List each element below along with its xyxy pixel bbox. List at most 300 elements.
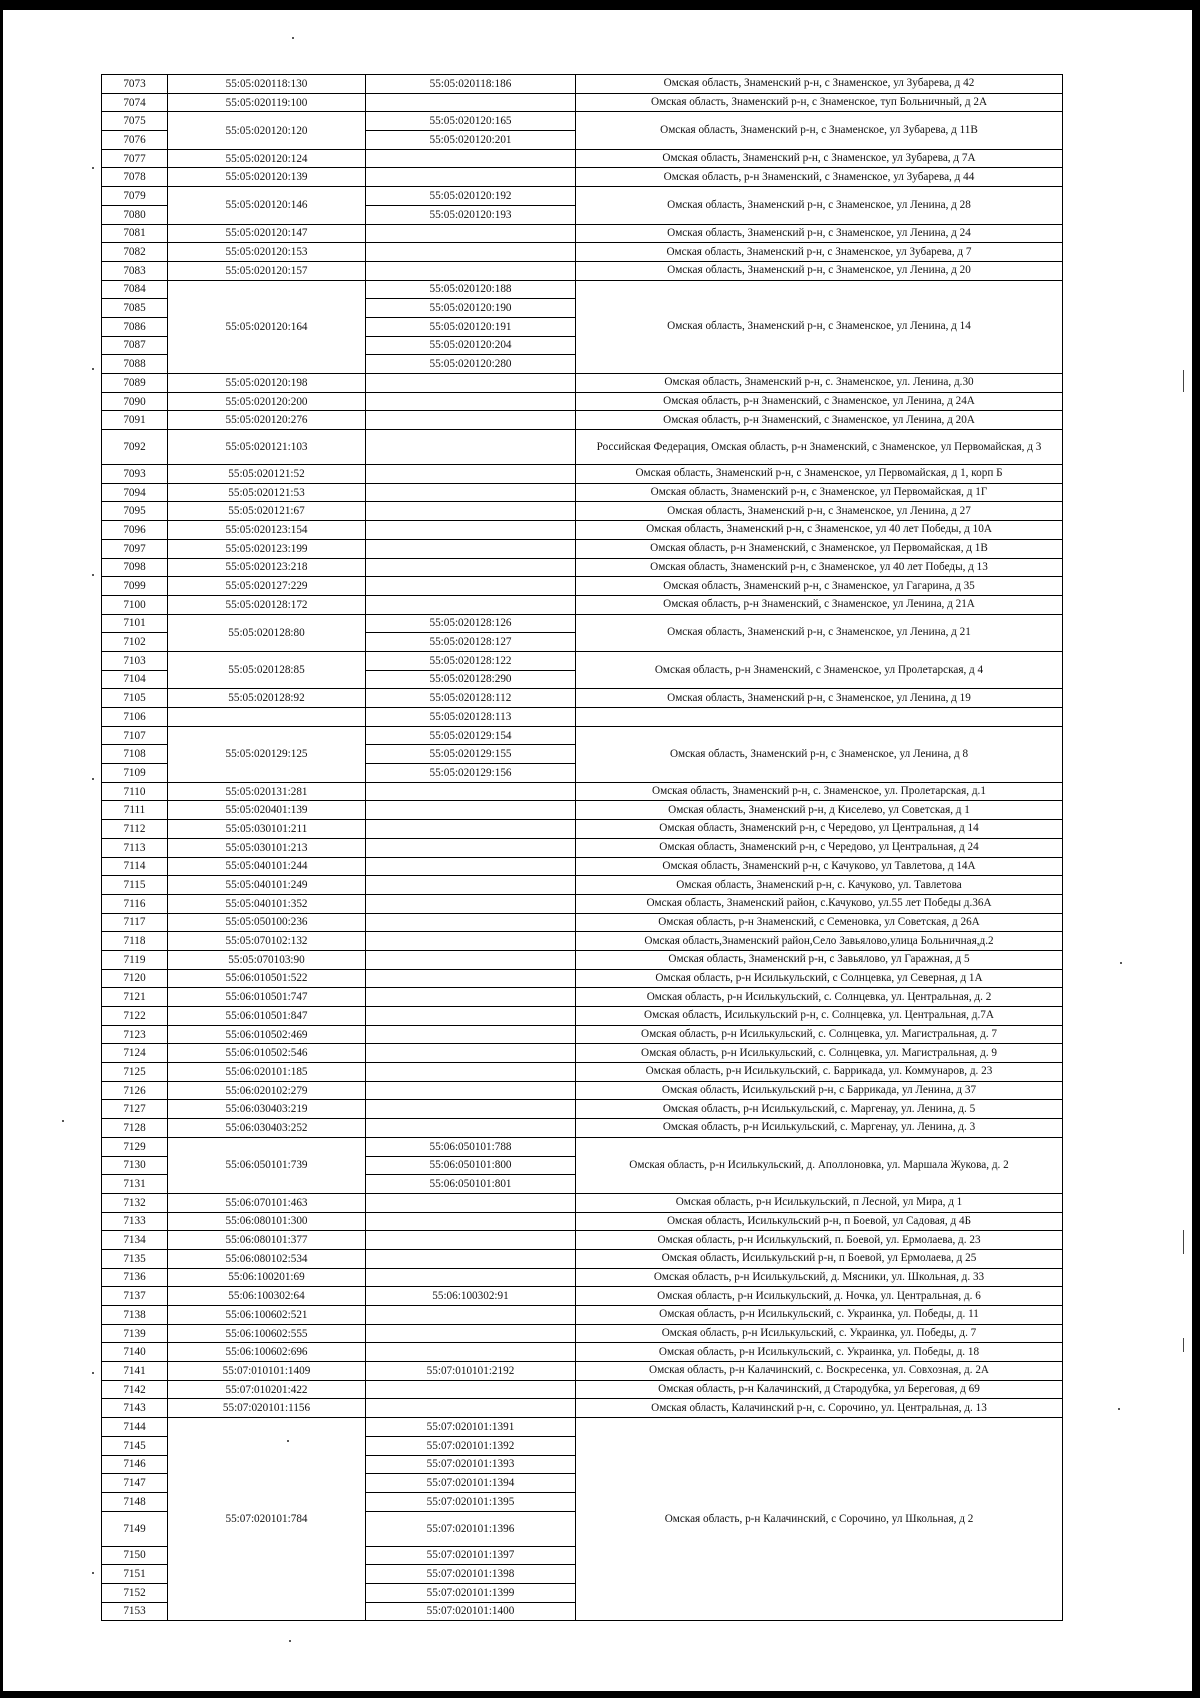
row-number-cell: 7132 [102, 1193, 168, 1212]
linked-object-cell: 55:05:020128:113 [366, 708, 576, 727]
address-cell: Омская область, р-н Исилькульский, с Солнцевка, ул Северная, д 1А [576, 969, 1063, 988]
table-row [102, 224, 1063, 243]
linked-object-cell [366, 1100, 576, 1119]
linked-object-cell: 55:05:020120:192 [366, 187, 576, 206]
cadastral-number-cell: 55:05:020120:157 [168, 261, 366, 280]
linked-object-cell: 55:05:020129:155 [366, 745, 576, 764]
row-number-cell: 7130 [102, 1156, 168, 1175]
linked-object-cell: 55:07:020101:1398 [366, 1565, 576, 1584]
row-number-cell: 7124 [102, 1044, 168, 1063]
table-row [102, 614, 1063, 633]
address-cell: Омская область, Знаменский р-н, с Знаменское, ул Ленина, д 27 [576, 502, 1063, 521]
cadastral-number-cell: 55:05:020120:200 [168, 392, 366, 411]
cadastral-number-cell: 55:05:020128:92 [168, 689, 366, 708]
address-cell: Омская область, Знаменский р-н, с Завьялово, ул Гаражная, д 5 [576, 950, 1063, 969]
linked-object-cell [366, 1231, 576, 1250]
linked-object-cell: 55:05:020128:112 [366, 689, 576, 708]
row-number-cell: 7144 [102, 1418, 168, 1437]
linked-object-cell: 55:07:020101:1395 [366, 1492, 576, 1511]
table-row [102, 411, 1063, 430]
row-number-cell: 7131 [102, 1175, 168, 1194]
row-number-cell: 7135 [102, 1249, 168, 1268]
row-number-cell: 7082 [102, 243, 168, 262]
table-row [102, 112, 1063, 131]
table-row [102, 1268, 1063, 1287]
table-row [102, 502, 1063, 521]
linked-object-cell [366, 149, 576, 168]
cadastral-number-cell: 55:05:020121:103 [168, 430, 366, 465]
address-cell: Омская область, р-н Знаменский, с Знаменское, ул Ленина, д 20А [576, 411, 1063, 430]
scan-speck [1120, 962, 1122, 964]
address-cell: Омская область, Знаменский р-н, с Чередово, ул Центральная, д 14 [576, 820, 1063, 839]
linked-object-cell [366, 1081, 576, 1100]
row-number-cell: 7151 [102, 1565, 168, 1584]
linked-object-cell: 55:06:100302:91 [366, 1287, 576, 1306]
address-cell: Омская область, р-н Исилькульский, д. Ночка, ул. Центральная, д. 6 [576, 1287, 1063, 1306]
table-row [102, 820, 1063, 839]
cadastral-number-cell: 55:05:070103:90 [168, 950, 366, 969]
linked-object-cell: 55:07:020101:1391 [366, 1418, 576, 1437]
scan-speck [292, 37, 294, 39]
address-cell: Омская область, р-н Исилькульский, п Лесной, ул Мира, д 1 [576, 1193, 1063, 1212]
row-number-cell: 7075 [102, 112, 168, 131]
property-registry-table [101, 74, 1063, 1621]
row-number-cell: 7118 [102, 932, 168, 951]
linked-object-cell [366, 1268, 576, 1287]
address-cell: Омская область, р-н Исилькульский, с. Маргенау, ул. Ленина, д. 5 [576, 1100, 1063, 1119]
row-number-cell: 7091 [102, 411, 168, 430]
cadastral-number-cell: 55:05:020120:147 [168, 224, 366, 243]
cadastral-number-cell: 55:06:030403:219 [168, 1100, 366, 1119]
cadastral-number-cell: 55:05:020128:80 [168, 614, 366, 651]
linked-object-cell [366, 224, 576, 243]
cadastral-number-cell: 55:05:020121:67 [168, 502, 366, 521]
table-row [102, 651, 1063, 670]
linked-object-cell: 55:07:020101:1396 [366, 1511, 576, 1546]
row-number-cell: 7138 [102, 1306, 168, 1325]
table-row [102, 1063, 1063, 1082]
linked-object-cell [366, 483, 576, 502]
linked-object-cell [366, 430, 576, 465]
table-row [102, 75, 1063, 94]
address-cell: Омская область, р-н Знаменский, с Знаменское, ул Первомайская, д 1В [576, 539, 1063, 558]
address-cell: Омская область, р-н Исилькульский, с. Маргенау, ул. Ленина, д. 3 [576, 1119, 1063, 1138]
linked-object-cell: 55:05:020128:126 [366, 614, 576, 633]
linked-object-cell [366, 558, 576, 577]
row-number-cell: 7098 [102, 558, 168, 577]
linked-object-cell [366, 168, 576, 187]
address-cell: Омская область, Знаменский р-н, с Знаменское, ул Ленина, д 20 [576, 261, 1063, 280]
linked-object-cell [366, 93, 576, 112]
row-number-cell: 7113 [102, 838, 168, 857]
row-number-cell: 7149 [102, 1511, 168, 1546]
table-row [102, 1287, 1063, 1306]
table-row [102, 1212, 1063, 1231]
table-row [102, 708, 1063, 727]
row-number-cell: 7141 [102, 1362, 168, 1381]
cadastral-number-cell: 55:05:050100:236 [168, 913, 366, 932]
row-number-cell: 7139 [102, 1324, 168, 1343]
linked-object-cell: 55:05:020128:290 [366, 670, 576, 689]
table-row [102, 1231, 1063, 1250]
row-number-cell: 7153 [102, 1602, 168, 1621]
table-row [102, 726, 1063, 745]
address-cell: Омская область, р-н Калачинский, с Сорочино, ул Школьная, д 2 [576, 1418, 1063, 1621]
row-number-cell: 7120 [102, 969, 168, 988]
linked-object-cell [366, 1007, 576, 1026]
row-number-cell: 7134 [102, 1231, 168, 1250]
cadastral-number-cell: 55:05:040101:352 [168, 894, 366, 913]
row-number-cell: 7145 [102, 1436, 168, 1455]
linked-object-cell [366, 1212, 576, 1231]
cadastral-number-cell: 55:06:070101:463 [168, 1193, 366, 1212]
table-row [102, 988, 1063, 1007]
address-cell: Омская область, р-н Исилькульский, с. Солнцевка, ул. Магистральная, д. 9 [576, 1044, 1063, 1063]
table-row [102, 374, 1063, 393]
table-row [102, 689, 1063, 708]
row-number-cell: 7104 [102, 670, 168, 689]
row-number-cell: 7079 [102, 187, 168, 206]
cadastral-number-cell: 55:05:020120:164 [168, 280, 366, 373]
row-number-cell: 7128 [102, 1119, 168, 1138]
linked-object-cell: 55:05:020128:122 [366, 651, 576, 670]
address-cell: Омская область,Знаменский район,Село Завьялово,улица Больничная,д.2 [576, 932, 1063, 951]
cadastral-number-cell: 55:05:020127:229 [168, 577, 366, 596]
scan-mark [1183, 1230, 1184, 1254]
linked-object-cell: 55:07:020101:1394 [366, 1474, 576, 1493]
cadastral-number-cell: 55:05:020401:139 [168, 801, 366, 820]
linked-object-cell [366, 988, 576, 1007]
scan-speck [62, 1120, 64, 1122]
cadastral-number-cell: 55:05:020129:125 [168, 726, 366, 782]
linked-object-cell [366, 801, 576, 820]
row-number-cell: 7087 [102, 336, 168, 355]
cadastral-number-cell: 55:06:020102:279 [168, 1081, 366, 1100]
cadastral-number-cell: 55:05:040101:249 [168, 876, 366, 895]
address-cell [576, 708, 1063, 727]
table-row [102, 465, 1063, 484]
address-cell: Омская область, р-н Знаменский, с Знаменское, ул Зубарева, д 44 [576, 168, 1063, 187]
row-number-cell: 7133 [102, 1212, 168, 1231]
row-number-cell: 7084 [102, 280, 168, 299]
cadastral-number-cell: 55:05:020120:120 [168, 112, 366, 149]
row-number-cell: 7107 [102, 726, 168, 745]
row-number-cell: 7088 [102, 355, 168, 374]
scan-speck [92, 574, 94, 576]
table-row [102, 1193, 1063, 1212]
address-cell: Омская область, Исилькульский р-н, с Баррикада, ул Ленина, д 37 [576, 1081, 1063, 1100]
table-row [102, 483, 1063, 502]
cadastral-number-cell: 55:06:010501:522 [168, 969, 366, 988]
address-cell: Омская область, Знаменский р-н, с Знаменское, ул Зубарева, д 7 [576, 243, 1063, 262]
cadastral-number-cell: 55:07:020101:1156 [168, 1399, 366, 1418]
linked-object-cell: 55:05:020120:193 [366, 205, 576, 224]
scan-border-bottom [0, 1691, 1200, 1698]
row-number-cell: 7150 [102, 1546, 168, 1565]
table-row [102, 1100, 1063, 1119]
cadastral-number-cell: 55:05:070102:132 [168, 932, 366, 951]
row-number-cell: 7125 [102, 1063, 168, 1082]
cadastral-number-cell: 55:06:100302:64 [168, 1287, 366, 1306]
cadastral-number-cell: 55:06:030403:252 [168, 1119, 366, 1138]
row-number-cell: 7136 [102, 1268, 168, 1287]
row-number-cell: 7115 [102, 876, 168, 895]
cadastral-number-cell: 55:05:020120:139 [168, 168, 366, 187]
address-cell: Омская область, Знаменский р-н, с. Качуково, ул. Тавлетова [576, 876, 1063, 895]
address-cell: Омская область, Знаменский р-н, с Знаменское, ул Зубарева, д 11В [576, 112, 1063, 149]
cadastral-number-cell: 55:06:050101:739 [168, 1137, 366, 1193]
cadastral-number-cell: 55:06:080102:534 [168, 1249, 366, 1268]
row-number-cell: 7117 [102, 913, 168, 932]
linked-object-cell [366, 521, 576, 540]
linked-object-cell [366, 1249, 576, 1268]
scan-speck [92, 1572, 94, 1574]
row-number-cell: 7085 [102, 299, 168, 318]
row-number-cell: 7093 [102, 465, 168, 484]
table-row [102, 558, 1063, 577]
linked-object-cell: 55:05:020120:204 [366, 336, 576, 355]
address-cell: Омская область, Знаменский р-н, с Знаменское, ул Зубарева, д 7А [576, 149, 1063, 168]
address-cell: Омская область, Знаменский р-н, с Знаменское, ул Ленина, д 8 [576, 726, 1063, 782]
table-row [102, 243, 1063, 262]
cadastral-number-cell: 55:06:010501:747 [168, 988, 366, 1007]
linked-object-cell: 55:05:020120:280 [366, 355, 576, 374]
cadastral-number-cell: 55:05:020121:53 [168, 483, 366, 502]
table-row [102, 1137, 1063, 1156]
address-cell: Омская область, Знаменский район, с.Качуково, ул.55 лет Победы д.36А [576, 894, 1063, 913]
table-row [102, 932, 1063, 951]
table-row [102, 1007, 1063, 1026]
row-number-cell: 7106 [102, 708, 168, 727]
linked-object-cell [366, 1063, 576, 1082]
address-cell: Омская область, Знаменский р-н, с Знаменское, ул Ленина, д 21 [576, 614, 1063, 651]
table-row [102, 187, 1063, 206]
cadastral-number-cell: 55:07:020101:784 [168, 1418, 366, 1621]
linked-object-cell [366, 243, 576, 262]
linked-object-cell [366, 857, 576, 876]
linked-object-cell [366, 392, 576, 411]
scan-mark [1183, 1338, 1184, 1352]
scan-speck [1118, 1408, 1120, 1410]
address-cell: Омская область, Знаменский р-н, с. Знаменское, ул. Ленина, д.30 [576, 374, 1063, 393]
row-number-cell: 7080 [102, 205, 168, 224]
linked-object-cell [366, 1324, 576, 1343]
table-row [102, 1418, 1063, 1437]
address-cell: Омская область, Знаменский р-н, д Киселево, ул Советская, д 1 [576, 801, 1063, 820]
scan-speck [92, 368, 94, 370]
linked-object-cell: 55:05:020120:165 [366, 112, 576, 131]
address-cell: Омская область, Знаменский р-н, с Знаменское, ул Ленина, д 14 [576, 280, 1063, 373]
linked-object-cell: 55:07:020101:1393 [366, 1455, 576, 1474]
address-cell: Омская область, р-н Исилькульский, с. Украинка, ул. Победы, д. 11 [576, 1306, 1063, 1325]
row-number-cell: 7086 [102, 317, 168, 336]
address-cell: Омская область, р-н Исилькульский, с. Баррикада, ул. Коммунаров, д. 23 [576, 1063, 1063, 1082]
linked-object-cell: 55:07:020101:1397 [366, 1546, 576, 1565]
address-cell: Омская область, Знаменский р-н, с Знаменское, ул Ленина, д 24 [576, 224, 1063, 243]
cadastral-number-cell: 55:05:020120:124 [168, 149, 366, 168]
table-row [102, 782, 1063, 801]
linked-object-cell [366, 1306, 576, 1325]
cadastral-number-cell: 55:05:020123:199 [168, 539, 366, 558]
address-cell: Омская область, Знаменский р-н, с Знаменское, туп Больничный, д 2А [576, 93, 1063, 112]
row-number-cell: 7126 [102, 1081, 168, 1100]
linked-object-cell [366, 374, 576, 393]
address-cell: Омская область, р-н Знаменский, с Знаменское, ул Ленина, д 21А [576, 595, 1063, 614]
row-number-cell: 7089 [102, 374, 168, 393]
linked-object-cell: 55:07:020101:1399 [366, 1583, 576, 1602]
linked-object-cell: 55:05:020129:156 [366, 764, 576, 783]
row-number-cell: 7103 [102, 651, 168, 670]
row-number-cell: 7152 [102, 1583, 168, 1602]
cadastral-number-cell: 55:07:010201:422 [168, 1380, 366, 1399]
row-number-cell: 7101 [102, 614, 168, 633]
address-cell: Омская область, Исилькульский р-н, п Боевой, ул Садовая, д 4Б [576, 1212, 1063, 1231]
address-cell: Омская область, р-н Калачинский, д Стародубка, ул Береговая, д 69 [576, 1380, 1063, 1399]
row-number-cell: 7110 [102, 782, 168, 801]
address-cell: Омская область, р-н Исилькульский, д. Мясники, ул. Школьная, д. 33 [576, 1268, 1063, 1287]
row-number-cell: 7129 [102, 1137, 168, 1156]
linked-object-cell: 55:05:020128:127 [366, 633, 576, 652]
row-number-cell: 7146 [102, 1455, 168, 1474]
address-cell: Омская область, Знаменский р-н, с Качуково, ул Тавлетова, д 14А [576, 857, 1063, 876]
cadastral-number-cell: 55:05:020123:218 [168, 558, 366, 577]
row-number-cell: 7092 [102, 430, 168, 465]
linked-object-cell: 55:06:050101:800 [366, 1156, 576, 1175]
row-number-cell: 7109 [102, 764, 168, 783]
cadastral-number-cell: 55:06:100201:69 [168, 1268, 366, 1287]
cadastral-number-cell: 55:06:100602:521 [168, 1306, 366, 1325]
row-number-cell: 7099 [102, 577, 168, 596]
row-number-cell: 7143 [102, 1399, 168, 1418]
table-row [102, 1343, 1063, 1362]
linked-object-cell [366, 1119, 576, 1138]
cadastral-number-cell: 55:07:010101:1409 [168, 1362, 366, 1381]
table-row [102, 595, 1063, 614]
table-row [102, 168, 1063, 187]
address-cell: Омская область, р-н Знаменский, с Семеновка, ул Советская, д 26А [576, 913, 1063, 932]
table-row [102, 969, 1063, 988]
table-row [102, 392, 1063, 411]
linked-object-cell [366, 894, 576, 913]
scan-border-right [1192, 0, 1200, 1698]
row-number-cell: 7112 [102, 820, 168, 839]
scan-speck [289, 1640, 291, 1642]
row-number-cell: 7083 [102, 261, 168, 280]
address-cell: Омская область, Знаменский р-н, с Чередово, ул Центральная, д 24 [576, 838, 1063, 857]
linked-object-cell [366, 577, 576, 596]
table-row [102, 430, 1063, 465]
row-number-cell: 7127 [102, 1100, 168, 1119]
address-cell: Омская область, Знаменский р-н, с Знаменское, ул Ленина, д 28 [576, 187, 1063, 224]
scan-border-left [0, 0, 3, 1698]
row-number-cell: 7074 [102, 93, 168, 112]
linked-object-cell: 55:05:020129:154 [366, 726, 576, 745]
address-cell: Омская область, р-н Исилькульский, п. Боевой, ул. Ермолаева, д. 23 [576, 1231, 1063, 1250]
linked-object-cell [366, 838, 576, 857]
linked-object-cell [366, 782, 576, 801]
table-row [102, 838, 1063, 857]
table-row [102, 539, 1063, 558]
cadastral-number-cell: 55:06:100602:555 [168, 1324, 366, 1343]
table-row [102, 950, 1063, 969]
address-cell: Омская область, р-н Знаменский, с Знаменское, ул Ленина, д 24А [576, 392, 1063, 411]
row-number-cell: 7121 [102, 988, 168, 1007]
cadastral-number-cell: 55:06:080101:300 [168, 1212, 366, 1231]
row-number-cell: 7073 [102, 75, 168, 94]
table-row [102, 1399, 1063, 1418]
linked-object-cell [366, 465, 576, 484]
table-row [102, 521, 1063, 540]
table-row [102, 261, 1063, 280]
linked-object-cell [366, 1193, 576, 1212]
linked-object-cell [366, 969, 576, 988]
address-cell: Омская область, Знаменский р-н, с Знаменское, ул Гагарина, д 35 [576, 577, 1063, 596]
linked-object-cell: 55:06:050101:788 [366, 1137, 576, 1156]
table-row [102, 93, 1063, 112]
cadastral-number-cell: 55:05:020120:198 [168, 374, 366, 393]
cadastral-number-cell: 55:05:020131:281 [168, 782, 366, 801]
cadastral-number-cell: 55:05:020121:52 [168, 465, 366, 484]
cadastral-number-cell: 55:05:020119:100 [168, 93, 366, 112]
row-number-cell: 7076 [102, 131, 168, 150]
cadastral-number-cell: 55:05:020123:154 [168, 521, 366, 540]
address-cell: Омская область, Знаменский р-н, с Знаменское, ул 40 лет Победы, д 13 [576, 558, 1063, 577]
address-cell: Омская область, р-н Исилькульский, с. Украинка, ул. Победы, д. 18 [576, 1343, 1063, 1362]
linked-object-cell: 55:07:020101:1400 [366, 1602, 576, 1621]
linked-object-cell [366, 539, 576, 558]
table-row [102, 894, 1063, 913]
row-number-cell: 7081 [102, 224, 168, 243]
cadastral-number-cell: 55:06:020101:185 [168, 1063, 366, 1082]
address-cell: Омская область, р-н Исилькульский, с. Украинка, ул. Победы, д. 7 [576, 1324, 1063, 1343]
table-row [102, 280, 1063, 299]
linked-object-cell [366, 950, 576, 969]
row-number-cell: 7142 [102, 1380, 168, 1399]
row-number-cell: 7108 [102, 745, 168, 764]
cadastral-number-cell: 55:05:020120:276 [168, 411, 366, 430]
table-row [102, 876, 1063, 895]
address-cell: Омская область, Знаменский р-н, с Знаменское, ул Ленина, д 19 [576, 689, 1063, 708]
address-cell: Омская область, Калачинский р-н, с. Сорочино, ул. Центральная, д. 13 [576, 1399, 1063, 1418]
row-number-cell: 7147 [102, 1474, 168, 1493]
linked-object-cell [366, 913, 576, 932]
address-cell: Омская область, р-н Исилькульский, с. Солнцевка, ул. Центральная, д. 2 [576, 988, 1063, 1007]
linked-object-cell [366, 876, 576, 895]
row-number-cell: 7123 [102, 1025, 168, 1044]
linked-object-cell [366, 411, 576, 430]
scan-speck [92, 778, 94, 780]
linked-object-cell [366, 1044, 576, 1063]
row-number-cell: 7078 [102, 168, 168, 187]
linked-object-cell [366, 502, 576, 521]
row-number-cell: 7102 [102, 633, 168, 652]
table-row [102, 1249, 1063, 1268]
address-cell: Российская Федерация, Омская область, р-н Знаменский, с Знаменское, ул Первомайская, д 3 [576, 430, 1063, 465]
linked-object-cell [366, 595, 576, 614]
row-number-cell: 7140 [102, 1343, 168, 1362]
linked-object-cell [366, 1025, 576, 1044]
row-number-cell: 7116 [102, 894, 168, 913]
linked-object-cell [366, 820, 576, 839]
table-row [102, 857, 1063, 876]
row-number-cell: 7094 [102, 483, 168, 502]
address-cell: Омская область, Знаменский р-н, с Знаменское, ул Первомайская, д 1, корп Б [576, 465, 1063, 484]
address-cell: Омская область, Исилькульский р-н, п Боевой, ул Ермолаева, д 25 [576, 1249, 1063, 1268]
cadastral-number-cell: 55:06:010501:847 [168, 1007, 366, 1026]
cadastral-number-cell: 55:06:010502:469 [168, 1025, 366, 1044]
cadastral-number-cell: 55:06:010502:546 [168, 1044, 366, 1063]
linked-object-cell: 55:05:020120:190 [366, 299, 576, 318]
